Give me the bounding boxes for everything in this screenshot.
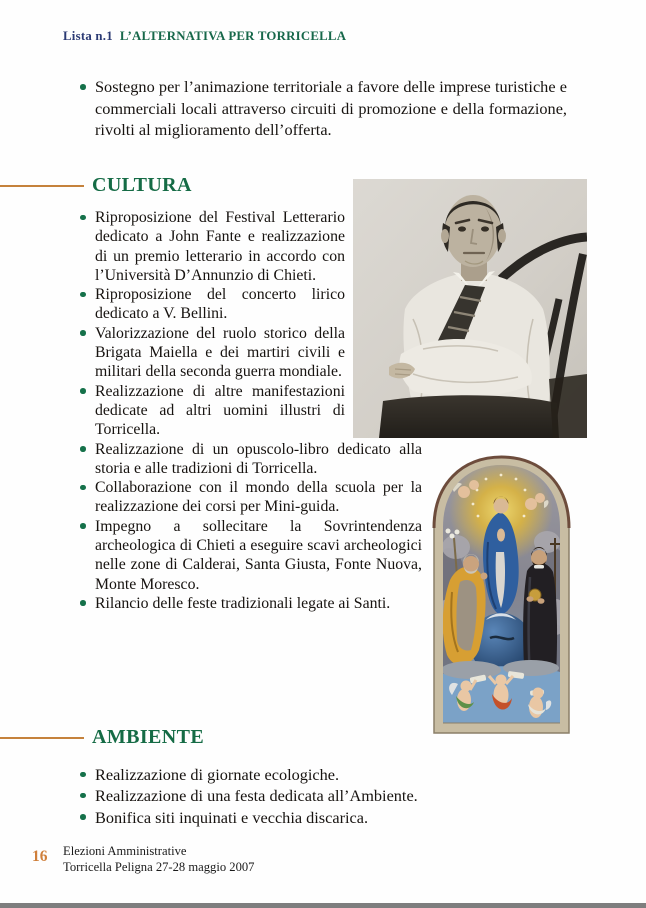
page-header: [63, 29, 346, 44]
section-title-cultura: CULTURA: [92, 174, 192, 196]
bullet-icon: [80, 485, 86, 491]
list-item-text: Collaborazione con il mondo della scuola per la realizzazione dei corsi per Mini-guida.: [95, 479, 422, 516]
bullet-icon: [80, 84, 86, 90]
list-item-text: Impegno a sollecitare la Sovrintendenza archeologica di Chieti a eseguire scavi archeologici nelle zone di Calderai, Santa Giusta, Fonte Nuova, Monte Moresco.: [95, 517, 422, 593]
bullet-icon: [80, 215, 86, 221]
list-item-text: Realizzazione di altre manifestazioni dedicate ad altri uomini illustri di Torricella.: [95, 382, 345, 439]
list-item-text: Rilancio delle feste tradizionali legate ai Santi.: [95, 594, 391, 612]
cultura-bullet-list-wide: [78, 440, 422, 614]
list-number-label: Lista n.1: [63, 29, 113, 43]
section-title-ambiente: AMBIENTE: [92, 726, 205, 748]
list-item-text: Bonifica siti inquinati e vecchia discarica.: [95, 807, 369, 827]
list-item-text: Sostegno per l’animazione territoriale a favore delle imprese turistiche e commerciali locali attraverso circuiti di promozione e della formazione, rivolti al miglioramento dell’offerta.: [95, 77, 567, 140]
portrait-illustration: [353, 179, 587, 438]
list-item: [78, 76, 567, 141]
list-item: [78, 785, 583, 806]
footer-line-2: Torricella Peligna 27-28 maggio 2007: [63, 859, 255, 874]
list-item-text: Realizzazione di una festa dedicata all’Ambiente.: [95, 786, 418, 806]
list-item-text: Riproposizione del concerto lirico dedicato a V. Bellini.: [95, 286, 345, 323]
footer-text: [63, 844, 254, 876]
altarpiece-illustration: [426, 452, 577, 735]
ambiente-bullet-list: [78, 764, 583, 828]
list-item: [78, 324, 345, 382]
list-name-label: L’ALTERNATIVA PER TORRICELLA: [119, 29, 347, 43]
list-item: [78, 517, 422, 594]
list-item-text: Riproposizione del Festival Letterario dedicato a John Fante e realizzazione di un premio letterario in accordo con l’Università D’Annunzio di Chieti.: [95, 209, 345, 284]
list-item: [78, 594, 422, 613]
footer-line-1: Elezioni Amministrative: [63, 844, 187, 858]
page-number: 16: [32, 848, 48, 865]
intro-bullet-list: [78, 76, 567, 141]
bullet-icon: [80, 772, 86, 778]
list-item-text: Realizzazione di giornate ecologiche.: [95, 765, 340, 784]
section-rule-ambiente: [0, 737, 84, 739]
list-item: [78, 208, 345, 285]
john-fante-portrait-photo: [353, 179, 587, 438]
madonna-altarpiece-painting: [426, 452, 577, 735]
list-item: [78, 478, 422, 517]
bullet-icon: [80, 814, 86, 820]
bullet-icon: [80, 446, 86, 452]
list-item: [78, 440, 422, 479]
list-item: [78, 807, 583, 828]
bottom-edge-bar: [0, 903, 646, 908]
cultura-bullet-list-narrow: [78, 208, 345, 440]
list-item: [78, 382, 345, 440]
bullet-icon: [80, 330, 86, 336]
list-item-text: Valorizzazione del ruolo storico della Brigata Maiella e dei martiri civili e militari della seconda guerra mondiale.: [95, 324, 345, 381]
bullet-icon: [80, 388, 86, 394]
list-item: [78, 764, 583, 785]
list-item-text: Realizzazione di un opuscolo-libro dedicato alla storia e alle tradizioni di Torricella.: [95, 440, 422, 477]
bullet-icon: [80, 793, 86, 799]
bullet-icon: [80, 292, 86, 298]
list-item: [78, 285, 345, 324]
section-rule-cultura: [0, 185, 84, 187]
bullet-icon: [80, 523, 86, 529]
bullet-icon: [80, 600, 86, 606]
